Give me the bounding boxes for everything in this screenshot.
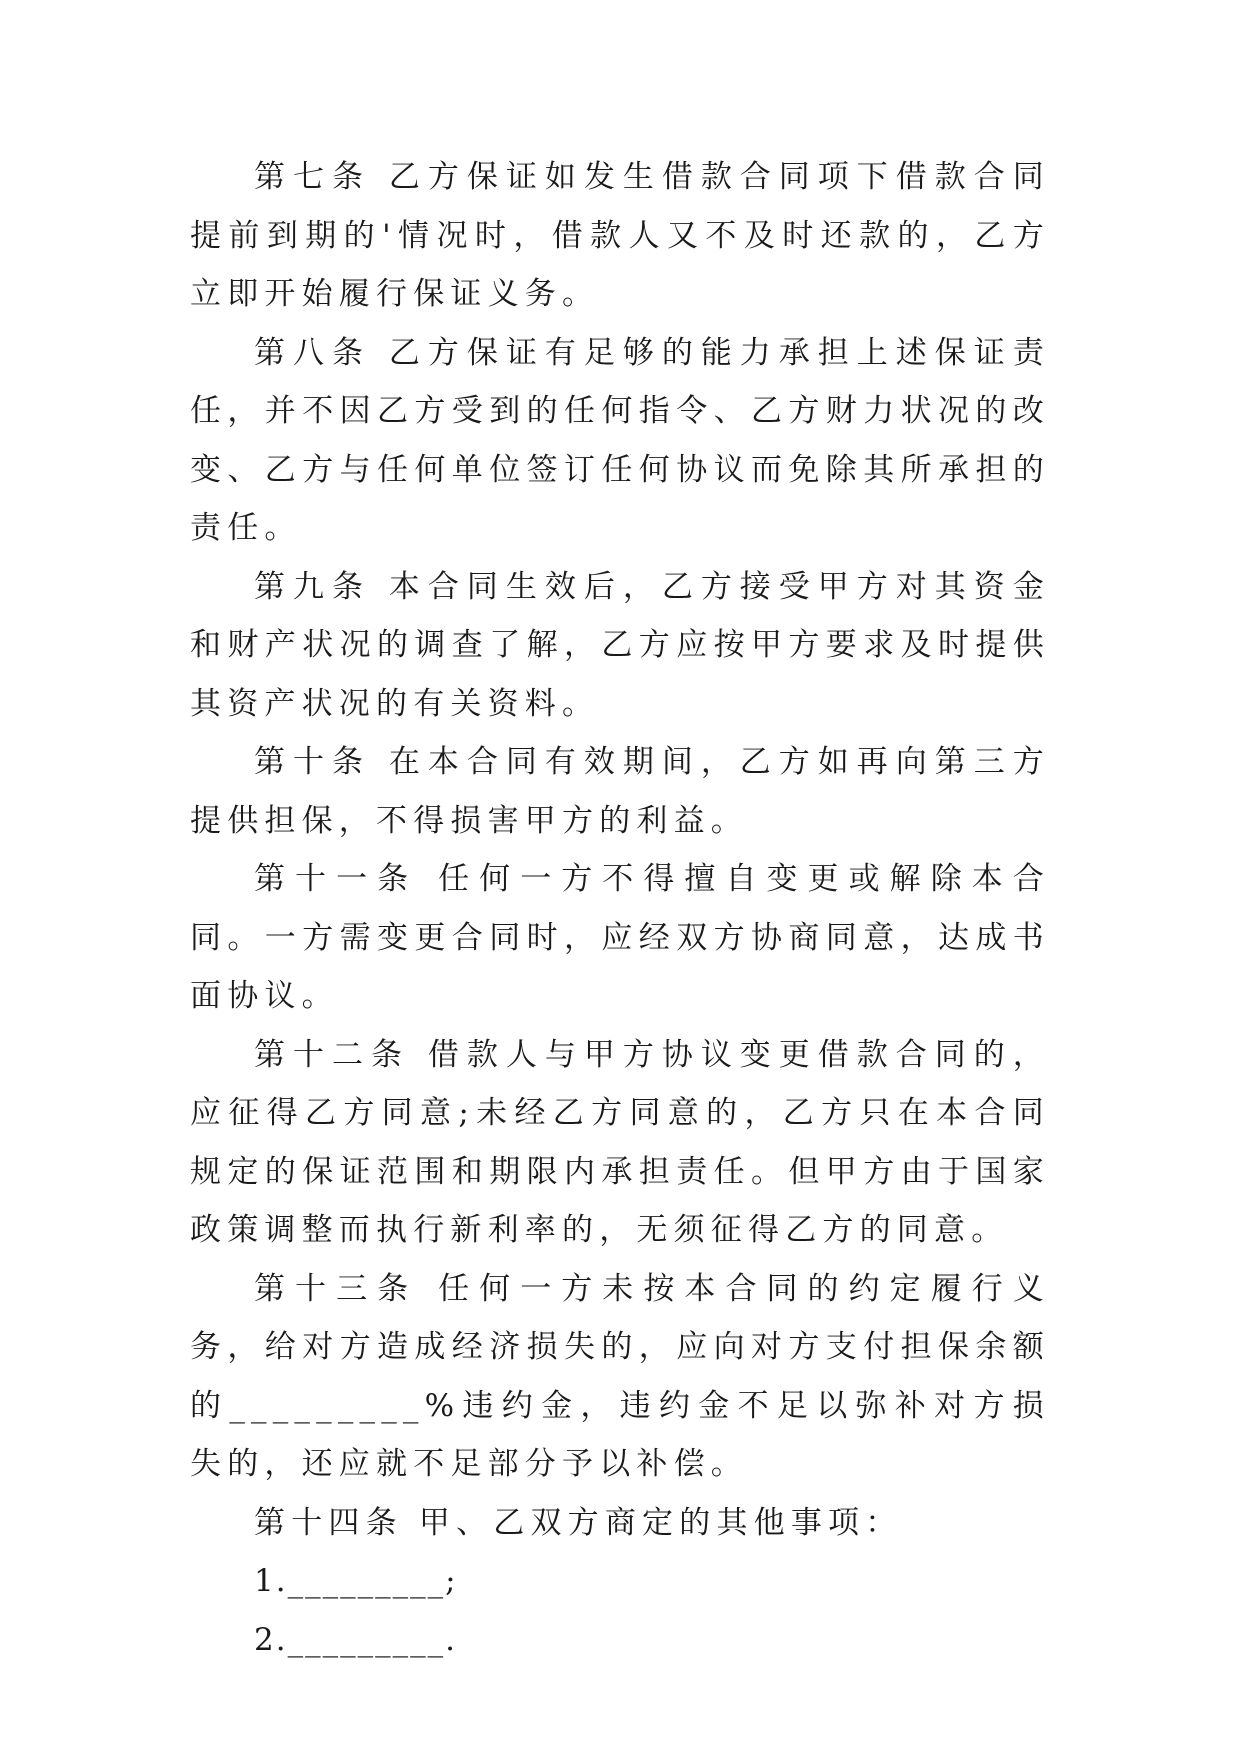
other-matter-item-1: 1._________; — [254, 1563, 458, 1599]
clause-11: 第十一条 任何一方不得擅自变更或解除本合同。一方需变更合同时，应经双方协商同意，达成书面协议。 — [190, 861, 1050, 1014]
clause-14: 第十四条 甲、乙双方商定的其他事项： — [254, 1504, 903, 1541]
clause-13: 第十三条 任何一方未按本合同的约定履行义务，给对方造成经济损失的，应向对方支付担保余额的_________%违约金，违约金不足以弥补对方损失的，还应就不足部分予以补偿。 — [190, 1270, 1050, 1482]
clause-12: 第十二条 借款人与甲方协议变更借款合同的，应征得乙方同意;未经乙方同意的，乙方只在本合同规定的保证范围和期限内承担责任。但甲方由于国家政策调整而执行新利率的，无须征得乙方的同意。 — [190, 1036, 1050, 1248]
clause-8: 第八条 乙方保证有足够的能力承担上述保证责任，并不因乙方受到的任何指令、乙方财力状况的改变、乙方与任何单位签订任何协议而免除其所承担的责任。 — [190, 334, 1050, 546]
clause-10: 第十条 在本合同有效期间，乙方如再向第三方提供担保，不得损害甲方的利益。 — [190, 744, 1050, 839]
clause-9: 第九条 本合同生效后，乙方接受甲方对其资金和财产状况的调查了解，乙方应按甲方要求及时提供其资产状况的有关资料。 — [190, 568, 1050, 722]
clause-7: 第七条 乙方保证如发生借款合同项下借款合同提前到期的'情况时，借款人又不及时还款的，乙方立即开始履行保证义务。 — [190, 159, 1050, 312]
other-matter-item-2: 2._________. — [254, 1621, 457, 1658]
contract-page — [190, 148, 1050, 1669]
